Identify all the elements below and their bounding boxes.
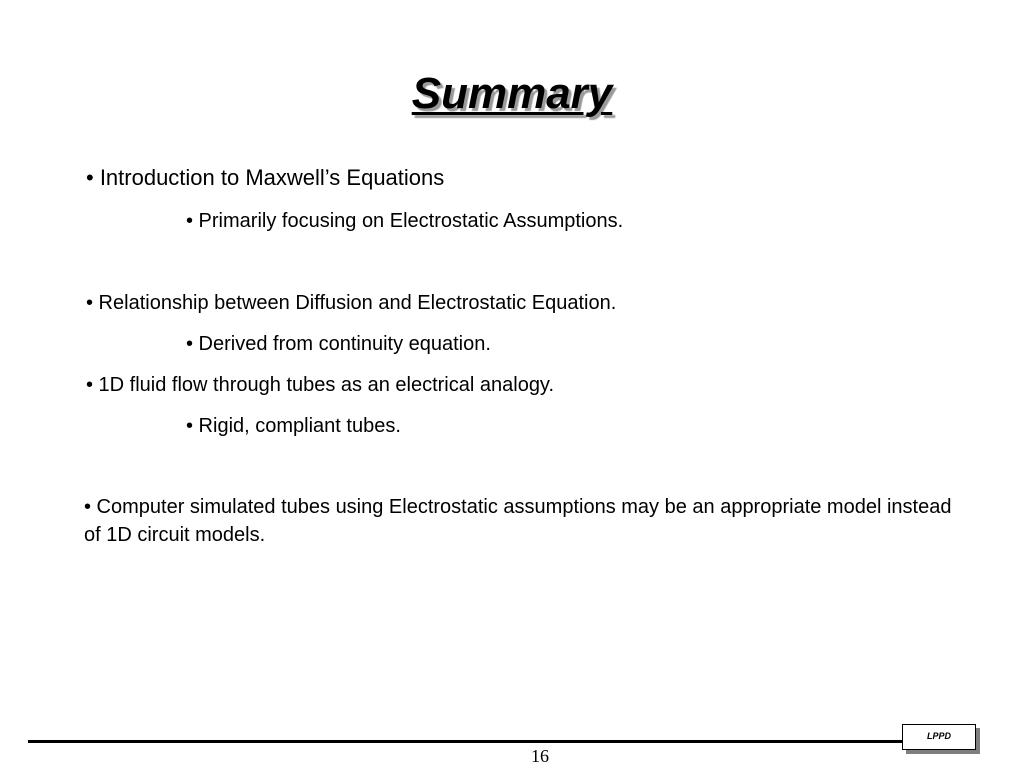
page-number: 16 bbox=[531, 746, 549, 766]
slide-title: Summary bbox=[411, 69, 613, 118]
sub-bullet-rigid-compliant-tubes: • Rigid, compliant tubes. bbox=[186, 415, 401, 437]
bullet-fluid-flow-analogy: • 1D fluid flow through tubes as an electrical analogy. bbox=[86, 374, 555, 396]
bullet-computer-simulated-tubes: • Computer simulated tubes using Electrostatic assumptions may be an appropriate model instead of 1D circuit models. bbox=[84, 496, 952, 546]
sub-bullet-electrostatic-focus: • Primarily focusing on Electrostatic Assumptions. bbox=[186, 210, 624, 232]
lppd-logo: LPPD bbox=[902, 724, 976, 750]
footer-divider bbox=[28, 740, 908, 743]
bullet-diffusion-relationship: • Relationship between Diffusion and Electrostatic Equation. bbox=[86, 292, 617, 314]
bullet-maxwell-intro: • Introduction to Maxwell’s Equations bbox=[86, 165, 445, 190]
sub-bullet-continuity-equation: • Derived from continuity equation. bbox=[186, 333, 491, 355]
